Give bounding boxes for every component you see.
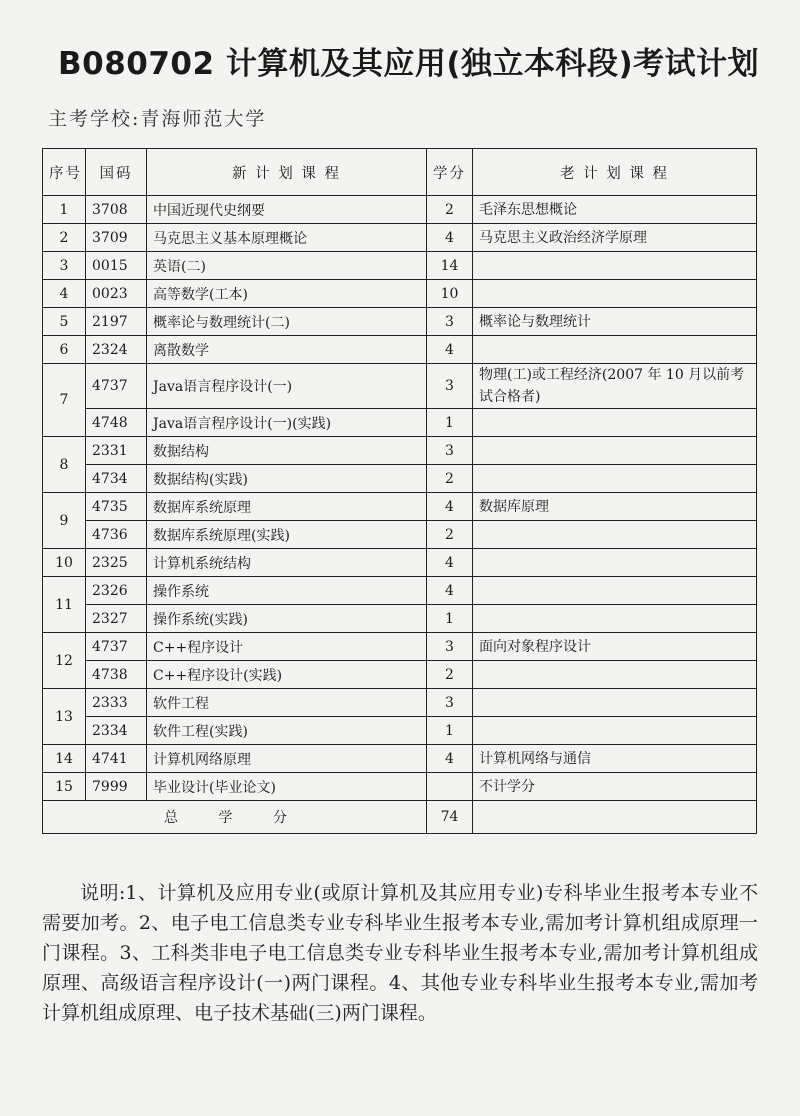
row-code: 0015 [86,252,147,280]
exam-plan-table [42,148,757,834]
table-row [43,549,757,577]
row-seq: 2 [43,224,86,252]
row-seq: 7 [43,364,86,437]
row-old-course: 毛泽东思想概论 [473,196,757,224]
row-seq: 14 [43,745,86,773]
row-code: 7999 [86,773,147,801]
table-row [43,308,757,336]
row-course-name: 软件工程(实践) [147,717,427,745]
row-seq: 9 [43,493,86,549]
row-old-course [473,717,757,745]
row-seq: 8 [43,437,86,493]
row-course-name: 计算机网络原理 [147,745,427,773]
table-row [43,689,757,717]
explanatory-note: 说明:1、计算机及应用专业(或原计算机及其应用专业)专科毕业生报考本专业不需要加考。2、电子电工信息类专业专科毕业生报考本专业,需加考计算机组成原理一门课程。3、工科类非电子电工信息类专业专科毕业生报考本专业,需加考计算机组成原理、高级语言程序设计(一)两门课程。4、其他专业专科毕业生报考本专业,需加考计算机组成原理、电子技术基础(三)两门课程。 [42,882,758,1024]
row-code: 4734 [86,465,147,493]
row-course-name: 数据结构(实践) [147,465,427,493]
row-credit: 3 [427,633,473,661]
row-course-name: 马克思主义基本原理概论 [147,224,427,252]
row-code: 2333 [86,689,147,717]
table-row [43,605,757,633]
row-code: 4748 [86,409,147,437]
row-credit: 10 [427,280,473,308]
host-school: 主考学校:青海师范大学 [48,108,267,130]
row-credit: 4 [427,493,473,521]
row-credit: 2 [427,196,473,224]
row-course-name: Java语言程序设计(一)(实践) [147,409,427,437]
table-row [43,437,757,465]
row-old-course [473,252,757,280]
row-code: 4741 [86,745,147,773]
row-old-course [473,437,757,465]
row-code: 2327 [86,605,147,633]
row-course-name: 数据结构 [147,437,427,465]
header-credit: 学分 [427,149,473,196]
row-seq: 10 [43,549,86,577]
row-credit: 3 [427,437,473,465]
row-course-name: 中国近现代史纲要 [147,196,427,224]
row-old-course [473,577,757,605]
table-row [43,224,757,252]
total-row [43,801,757,834]
row-credit: 2 [427,661,473,689]
total-old-empty [473,801,757,834]
row-course-name: 数据库系统原理 [147,493,427,521]
row-old-course [473,521,757,549]
row-old-course [473,409,757,437]
row-code: 3709 [86,224,147,252]
row-code: 4737 [86,364,147,409]
row-credit: 4 [427,745,473,773]
row-credit: 4 [427,224,473,252]
row-credit: 4 [427,336,473,364]
row-code: 3708 [86,196,147,224]
row-course-name: 操作系统(实践) [147,605,427,633]
row-credit: 2 [427,465,473,493]
page-title: B080702 计算机及其应用(独立本科段)考试计划 [58,46,760,82]
row-code: 4735 [86,493,147,521]
row-course-name: 离散数学 [147,336,427,364]
row-old-course: 计算机网络与通信 [473,745,757,773]
row-credit: 4 [427,549,473,577]
header-seq: 序号 [43,149,86,196]
row-seq: 15 [43,773,86,801]
table-row [43,196,757,224]
row-old-course [473,549,757,577]
row-credit: 3 [427,308,473,336]
row-code: 0023 [86,280,147,308]
row-code: 4736 [86,521,147,549]
row-course-name: 概率论与数理统计(二) [147,308,427,336]
row-old-course [473,661,757,689]
row-seq: 3 [43,252,86,280]
row-credit: 3 [427,689,473,717]
row-old-course: 数据库原理 [473,493,757,521]
header-code: 国码 [86,149,147,196]
row-credit [427,773,473,801]
row-seq: 13 [43,689,86,745]
table-row [43,661,757,689]
row-course-name: 高等数学(工本) [147,280,427,308]
row-credit: 2 [427,521,473,549]
row-old-course [473,605,757,633]
table-row [43,773,757,801]
table-row [43,633,757,661]
row-code: 2325 [86,549,147,577]
header-new-course: 新 计 划 课 程 [147,149,427,196]
row-course-name: 操作系统 [147,577,427,605]
row-seq: 12 [43,633,86,689]
row-old-course: 概率论与数理统计 [473,308,757,336]
table-row [43,252,757,280]
row-credit: 1 [427,409,473,437]
row-old-course [473,280,757,308]
table-row [43,336,757,364]
row-seq: 1 [43,196,86,224]
row-code: 2334 [86,717,147,745]
row-course-name: 毕业设计(毕业论文) [147,773,427,801]
table-row [43,280,757,308]
table-row [43,521,757,549]
row-code: 2324 [86,336,147,364]
row-seq: 6 [43,336,86,364]
row-code: 4737 [86,633,147,661]
row-credit: 3 [427,364,473,409]
table-row [43,493,757,521]
row-credit: 1 [427,717,473,745]
row-seq: 4 [43,280,86,308]
row-seq: 5 [43,308,86,336]
row-code: 2326 [86,577,147,605]
row-old-course: 不计学分 [473,773,757,801]
table-header-row [43,149,757,196]
row-old-course [473,336,757,364]
row-seq: 11 [43,577,86,633]
row-old-course: 物理(工)或工程经济(2007 年 10 月以前考试合格者) [473,364,757,409]
table-row [43,745,757,773]
row-course-name: C++程序设计(实践) [147,661,427,689]
row-credit: 4 [427,577,473,605]
row-credit: 1 [427,605,473,633]
row-credit: 14 [427,252,473,280]
row-course-name: C++程序设计 [147,633,427,661]
row-code: 4738 [86,661,147,689]
row-old-course [473,689,757,717]
row-old-course [473,465,757,493]
table-row [43,577,757,605]
row-old-course: 面向对象程序设计 [473,633,757,661]
row-course-name: 数据库系统原理(实践) [147,521,427,549]
total-label: 总 学 分 [43,801,427,834]
row-course-name: 计算机系统结构 [147,549,427,577]
total-credit: 74 [427,801,473,834]
row-course-name: 软件工程 [147,689,427,717]
table-row [43,364,757,409]
row-old-course: 马克思主义政治经济学原理 [473,224,757,252]
header-old-course: 老 计 划 课 程 [473,149,757,196]
row-course-name: 英语(二) [147,252,427,280]
table-row [43,717,757,745]
row-code: 2197 [86,308,147,336]
table-row [43,409,757,437]
row-course-name: Java语言程序设计(一) [147,364,427,409]
row-code: 2331 [86,437,147,465]
table-row [43,465,757,493]
